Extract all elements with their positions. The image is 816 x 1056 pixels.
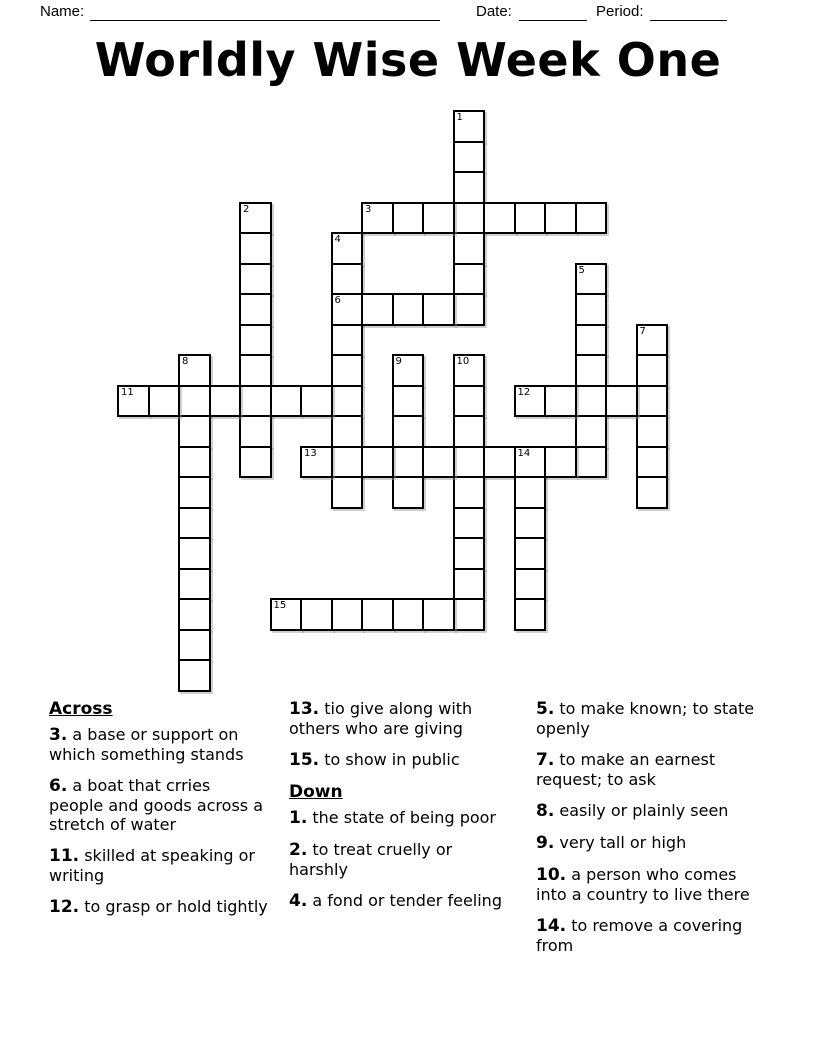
- grid-cell[interactable]: [453, 171, 486, 204]
- grid-cell[interactable]: [117, 385, 150, 418]
- grid-cell[interactable]: [453, 415, 486, 448]
- grid-cell[interactable]: [331, 476, 364, 509]
- cell-number: 3: [365, 203, 372, 215]
- grid-cell[interactable]: [392, 598, 425, 631]
- grid-cell[interactable]: [636, 446, 669, 479]
- grid-cell[interactable]: [300, 446, 333, 479]
- clue-text: to make an earnest request; to ask: [536, 750, 716, 789]
- grid-cell[interactable]: [453, 537, 486, 570]
- date-label: Date:: [476, 3, 512, 20]
- name-label: Name:: [40, 3, 85, 20]
- cell-number: 8: [182, 356, 189, 367]
- grid-cell[interactable]: [453, 141, 486, 174]
- grid-cell[interactable]: [636, 476, 669, 509]
- grid-cell[interactable]: [422, 202, 455, 235]
- grid-cell[interactable]: [575, 263, 608, 296]
- cell-number: 10: [456, 356, 470, 367]
- grid-cell[interactable]: [239, 232, 272, 265]
- cell-number: 7: [639, 325, 646, 337]
- grid-cell[interactable]: [331, 232, 364, 265]
- grid-cell[interactable]: [483, 202, 516, 235]
- grid-cell[interactable]: [514, 446, 547, 479]
- grid-cell[interactable]: [636, 354, 669, 387]
- clue-column-2: [289, 699, 509, 923]
- grid-cell[interactable]: [178, 507, 211, 540]
- grid-cell[interactable]: [544, 385, 577, 418]
- period-input-line[interactable]: [650, 6, 727, 21]
- grid-cell[interactable]: [636, 324, 669, 357]
- grid-cell[interactable]: [239, 446, 272, 479]
- grid-cell[interactable]: [453, 446, 486, 479]
- cell-number: 5: [578, 264, 585, 276]
- grid-cell[interactable]: [514, 568, 547, 601]
- clue-item: [49, 897, 269, 917]
- grid-cell[interactable]: [636, 385, 669, 418]
- grid-cell[interactable]: [361, 446, 394, 479]
- clue-text: to remove a covering from: [536, 916, 743, 955]
- grid-cell[interactable]: [331, 324, 364, 357]
- clue-number: 14.: [536, 916, 567, 936]
- grid-cell[interactable]: [178, 476, 211, 509]
- clue-item: [49, 725, 269, 764]
- clue-text: to show in public: [324, 750, 460, 769]
- grid-cell[interactable]: [392, 354, 425, 387]
- date-input-line[interactable]: [519, 6, 587, 21]
- clue-column-3: [536, 699, 756, 967]
- grid-cell[interactable]: [178, 629, 211, 662]
- grid-cell[interactable]: [453, 110, 486, 143]
- grid-cell[interactable]: [392, 476, 425, 509]
- clue-text: a fond or tender feeling: [312, 891, 502, 910]
- name-input-line[interactable]: [90, 6, 440, 21]
- clue-number: 11.: [49, 846, 80, 866]
- grid-cell[interactable]: [453, 232, 486, 265]
- grid-cell[interactable]: [178, 598, 211, 631]
- grid-cell[interactable]: [361, 202, 394, 235]
- down-heading: Down: [289, 782, 343, 802]
- grid-cell[interactable]: [239, 354, 272, 387]
- grid-cell[interactable]: [239, 324, 272, 357]
- grid-cell[interactable]: [514, 476, 547, 509]
- grid-cell[interactable]: [331, 598, 364, 631]
- grid-cell[interactable]: [575, 415, 608, 448]
- clue-item: [536, 699, 756, 738]
- grid-cell[interactable]: [239, 202, 272, 235]
- grid-cell[interactable]: [575, 446, 608, 479]
- grid-cell[interactable]: [239, 263, 272, 296]
- grid-cell[interactable]: [453, 385, 486, 418]
- clue-item: [289, 699, 509, 738]
- clue-column-1: [49, 699, 269, 929]
- clue-item: [536, 865, 756, 904]
- clue-text: the state of being poor: [312, 808, 496, 827]
- grid-cell[interactable]: [453, 263, 486, 296]
- grid-cell[interactable]: [575, 202, 608, 235]
- grid-cell[interactable]: [178, 537, 211, 570]
- clue-number: 5.: [536, 699, 555, 719]
- clue-number: 6.: [49, 776, 68, 796]
- cell-number: 1: [456, 112, 463, 123]
- clue-item: [536, 916, 756, 955]
- grid-cell[interactable]: [422, 598, 455, 631]
- grid-cell[interactable]: [239, 293, 272, 326]
- grid-cell[interactable]: [392, 415, 425, 448]
- grid-cell[interactable]: [514, 202, 547, 235]
- clue-item: [536, 801, 756, 821]
- grid-cell[interactable]: [575, 385, 608, 418]
- grid-cell[interactable]: [453, 598, 486, 631]
- cell-number: 15: [273, 600, 287, 611]
- clue-text: very tall or high: [559, 833, 687, 852]
- grid-cell[interactable]: [361, 598, 394, 631]
- grid-cell[interactable]: [392, 202, 425, 235]
- grid-cell[interactable]: [331, 446, 364, 479]
- grid-cell[interactable]: [453, 476, 486, 509]
- clue-number: 10.: [536, 865, 567, 885]
- clue-text: to make known; to state openly: [536, 699, 755, 738]
- clue-item: [289, 840, 509, 879]
- clue-number: 12.: [49, 897, 80, 917]
- grid-cell[interactable]: [270, 598, 303, 631]
- grid-cell[interactable]: [575, 354, 608, 387]
- grid-cell[interactable]: [300, 598, 333, 631]
- grid-cell[interactable]: [148, 385, 181, 418]
- cell-number: 14: [517, 447, 531, 459]
- grid-cell[interactable]: [331, 263, 364, 296]
- grid-cell[interactable]: [178, 415, 211, 448]
- grid-cell[interactable]: [178, 446, 211, 479]
- across-heading: Across: [49, 699, 113, 719]
- grid-cell[interactable]: [178, 568, 211, 601]
- grid-cell[interactable]: [514, 507, 547, 540]
- grid-cell[interactable]: [514, 598, 547, 631]
- clue-item: [536, 833, 756, 853]
- grid-cell[interactable]: [575, 293, 608, 326]
- grid-cell[interactable]: [544, 446, 577, 479]
- clue-text: to treat cruelly or harshly: [289, 840, 453, 879]
- clue-text: skilled at speaking or writing: [49, 846, 256, 885]
- grid-cell[interactable]: [392, 293, 425, 326]
- grid-cell[interactable]: [331, 415, 364, 448]
- cell-number: 12: [517, 386, 531, 398]
- grid-cell[interactable]: [239, 415, 272, 448]
- clue-text: to grasp or hold tightly: [84, 897, 268, 916]
- clue-text: a person who comes into a country to live there: [536, 865, 750, 904]
- clue-item: [49, 846, 269, 885]
- cell-number: 13: [304, 447, 317, 459]
- grid-cell[interactable]: [483, 446, 516, 479]
- cell-number: 11: [121, 386, 134, 398]
- clue-item: [49, 776, 269, 834]
- grid-cell[interactable]: [453, 354, 486, 387]
- clue-item: [289, 891, 509, 911]
- grid-cell[interactable]: [239, 385, 272, 418]
- grid-cell[interactable]: [453, 293, 486, 326]
- grid-cell[interactable]: [392, 385, 425, 418]
- grid-cell[interactable]: [331, 354, 364, 387]
- grid-cell[interactable]: [544, 202, 577, 235]
- clue-number: 3.: [49, 725, 68, 745]
- cell-number: 9: [395, 356, 402, 367]
- grid-cell[interactable]: [178, 659, 211, 692]
- grid-cell[interactable]: [422, 293, 455, 326]
- grid-cell[interactable]: [300, 385, 333, 418]
- clue-text: a base or support on which something stands: [49, 725, 244, 764]
- grid-cell[interactable]: [453, 507, 486, 540]
- clue-number: 9.: [536, 833, 555, 853]
- grid-cell[interactable]: [209, 385, 242, 418]
- grid-cell[interactable]: [605, 385, 638, 418]
- clue-text: easily or plainly seen: [559, 801, 729, 820]
- grid-cell[interactable]: [514, 537, 547, 570]
- clue-item: [289, 808, 509, 828]
- grid-cell[interactable]: [392, 446, 425, 479]
- grid-cell[interactable]: [575, 324, 608, 357]
- grid-cell[interactable]: [422, 446, 455, 479]
- clue-number: 13.: [289, 699, 320, 719]
- grid-cell[interactable]: [361, 293, 394, 326]
- clue-number: 1.: [289, 808, 308, 828]
- clue-text: a boat that crries people and goods across a stretch of water: [49, 776, 263, 834]
- clue-number: 7.: [536, 750, 555, 770]
- page-title: Worldly Wise Week One: [94, 33, 722, 87]
- grid-cell[interactable]: [331, 385, 364, 418]
- grid-cell[interactable]: [514, 385, 547, 418]
- grid-cell[interactable]: [178, 354, 211, 387]
- clue-number: 4.: [289, 891, 308, 911]
- grid-cell[interactable]: [453, 568, 486, 601]
- grid-cell[interactable]: [178, 385, 211, 418]
- cell-number: 4: [334, 234, 341, 245]
- grid-cell[interactable]: [453, 202, 486, 235]
- cell-number: 6: [334, 295, 341, 306]
- period-label: Period:: [596, 3, 644, 20]
- clue-item: [289, 750, 509, 770]
- clue-item: [536, 750, 756, 789]
- clue-number: 8.: [536, 801, 555, 821]
- clue-number: 15.: [289, 750, 320, 770]
- clue-text: tio give along with others who are giving: [289, 699, 473, 738]
- grid-cell[interactable]: [270, 385, 303, 418]
- grid-cell[interactable]: [636, 415, 669, 448]
- clue-number: 2.: [289, 840, 308, 860]
- grid-cell[interactable]: [331, 293, 364, 326]
- cell-number: 2: [243, 203, 250, 215]
